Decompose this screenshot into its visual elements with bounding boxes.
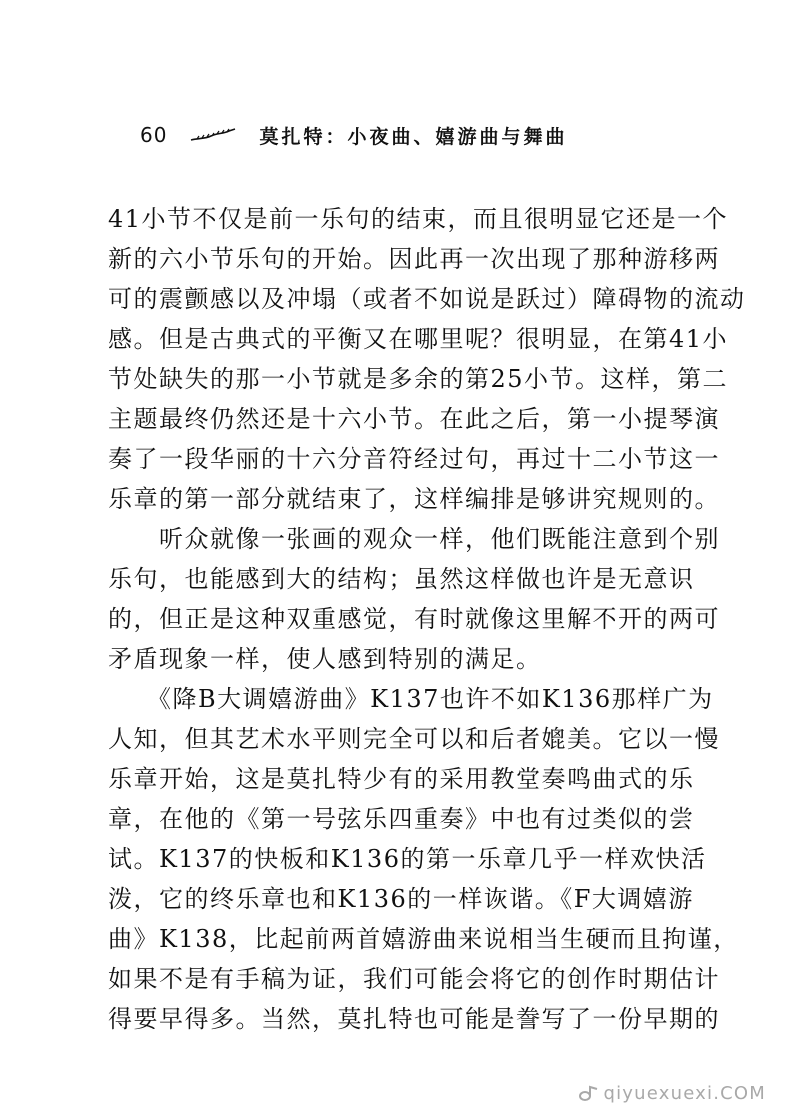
body-text [108,199,746,1039]
running-header [140,120,740,150]
text-line: 章，在他的《第一号弦乐四重奏》中也有过类似的尝 [108,805,695,833]
text-line: 曲》K138，比起前两首嬉游曲来说相当生硬而且拘谨， [108,925,739,953]
watermark-text: qiyuexuexi.COM [603,1083,766,1104]
text-line: 节处缺失的那一小节就是多余的第25小节。这样，第二 [108,365,729,393]
text-line: 感。但是古典式的平衡又在哪里呢？很明显，在第41小 [108,325,729,353]
text-line: 泼，它的终乐章也和K136的一样诙谐。《F大调嬉游 [108,885,694,913]
text-line: 矛盾现象一样，使人感到特别的满足。 [108,645,542,673]
site-watermark [577,1083,766,1104]
text-line: 乐句，也能感到大的结构；虽然这样做也许是无意识 [108,565,695,593]
text-line: 得要早得多。当然，莫扎特也可能是誊写了一份早期的 [108,1005,720,1033]
quill-flourish-icon [189,127,237,143]
text-line: 如果不是有手稿为证，我们可能会将它的创作时期估计 [108,965,720,993]
text-line: 乐章开始，这是莫扎特少有的采用教堂奏鸣曲式的乐 [108,765,695,793]
text-line: 新的六小节乐句的开始。因此再一次出现了那种游移两 [108,245,720,273]
page-number: 60 [140,123,168,147]
text-line: 人知，但其艺术水平则完全可以和后者媲美。它以一慢 [108,725,720,753]
text-line: 可的震颤感以及冲塌（或者不如说是跃过）障碍物的流动 [108,285,746,313]
text-line: 乐章的第一部分就结束了，这样编排是够讲究规则的。 [108,485,720,513]
running-title: 莫扎特：小夜曲、嬉游曲与舞曲 [259,125,568,148]
text-line: 的，但正是这种双重感觉，有时就像这里解不开的两可 [108,605,720,633]
text-line: 听众就像一张画的观众一样，他们既能注意到个别 [108,525,720,553]
text-line: 奏了一段华丽的十六分音符经过句，再过十二小节这一 [108,445,720,473]
text-line: 主题最终仍然还是十六小节。在此之后，第一小提琴演 [108,405,720,433]
text-line: 41小节不仅是前一乐句的结束，而且很明显它还是一个 [108,205,729,233]
text-line: 《降B大调嬉游曲》K137也许不如K136那样广为 [108,685,714,713]
text-line: 试。K137的快板和K136的第一乐章几乎一样欢快活 [108,845,707,873]
watermark-logo-icon [577,1084,599,1104]
